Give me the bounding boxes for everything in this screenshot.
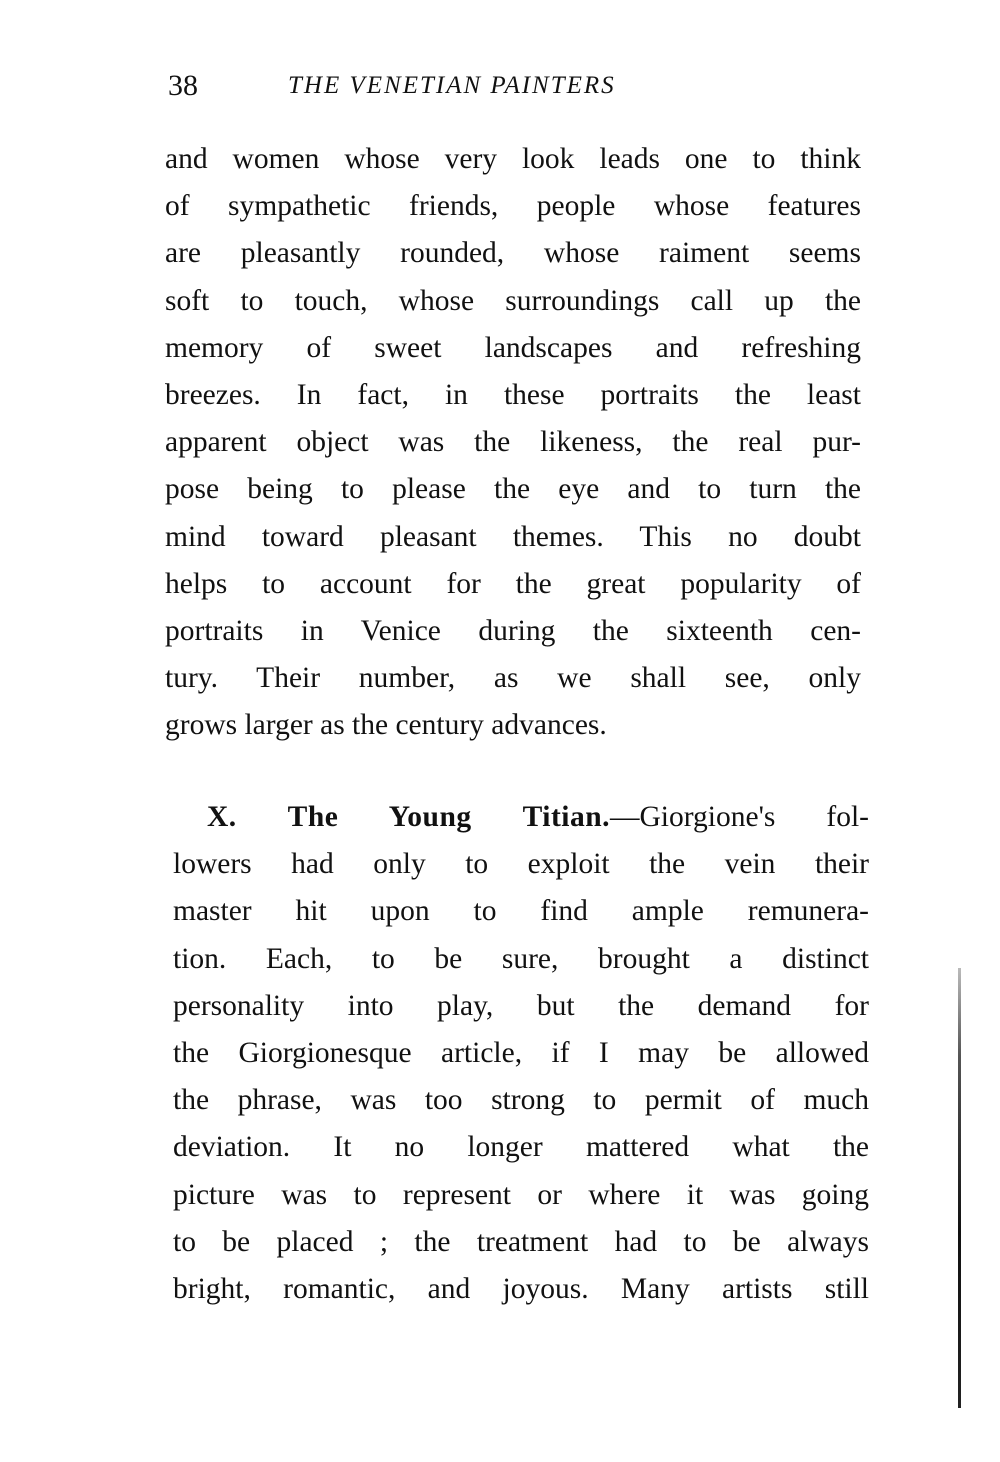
text-line: to be placed ; the treatment had to be always bbox=[173, 1225, 869, 1258]
text-line: picture was to represent or where it was going bbox=[173, 1178, 869, 1211]
section-heading: X. The Young Titian. bbox=[207, 801, 610, 833]
scan-edge-line bbox=[958, 968, 961, 1408]
paragraph-young-titian bbox=[173, 794, 869, 1313]
text-line: memory of sweet landscapes and refreshing bbox=[165, 331, 861, 364]
running-title: THE VENETIAN PAINTERS bbox=[288, 72, 616, 99]
text-line: of sympathetic friends, people whose features bbox=[165, 190, 861, 223]
text-line: soft to touch, whose surroundings call up the bbox=[165, 284, 861, 317]
text-line-first bbox=[173, 794, 869, 841]
text-line: helps to account for the great popularity of bbox=[165, 567, 861, 600]
page-number: 38 bbox=[168, 69, 198, 102]
text-line: master hit upon to find ample remunera- bbox=[173, 895, 869, 928]
text-line: personality into play, but the demand for bbox=[173, 989, 869, 1022]
text-line: pose being to please the eye and to turn the bbox=[165, 473, 861, 506]
text-line: lowers had only to exploit the vein their bbox=[173, 848, 869, 881]
text-line: breezes. In fact, in these portraits the least bbox=[165, 378, 861, 411]
text-line: tury. Their number, as we shall see, only bbox=[165, 662, 861, 695]
text-line: mind toward pleasant themes. This no doubt bbox=[165, 520, 861, 553]
text-line: are pleasantly rounded, whose raiment seems bbox=[165, 237, 861, 270]
text-line-rest: —Giorgione's fol- bbox=[610, 801, 869, 833]
text-line: bright, romantic, and joyous. Many artists still bbox=[173, 1272, 869, 1305]
text-line: grows larger as the century advances. bbox=[165, 709, 607, 742]
text-line: portraits in Venice during the sixteenth cen- bbox=[165, 614, 861, 647]
page-header bbox=[168, 66, 868, 110]
text-line: deviation. It no longer mattered what the bbox=[173, 1131, 869, 1164]
text-line: apparent object was the likeness, the real pur- bbox=[165, 426, 861, 459]
text-line: tion. Each, to be sure, brought a distinct bbox=[173, 942, 869, 975]
text-line: the Giorgionesque article, if I may be allowed bbox=[173, 1036, 869, 1069]
paragraph-portraits bbox=[165, 136, 861, 749]
text-line: and women whose very look leads one to think bbox=[165, 143, 861, 175]
text-line: the phrase, was too strong to permit of much bbox=[173, 1084, 869, 1117]
